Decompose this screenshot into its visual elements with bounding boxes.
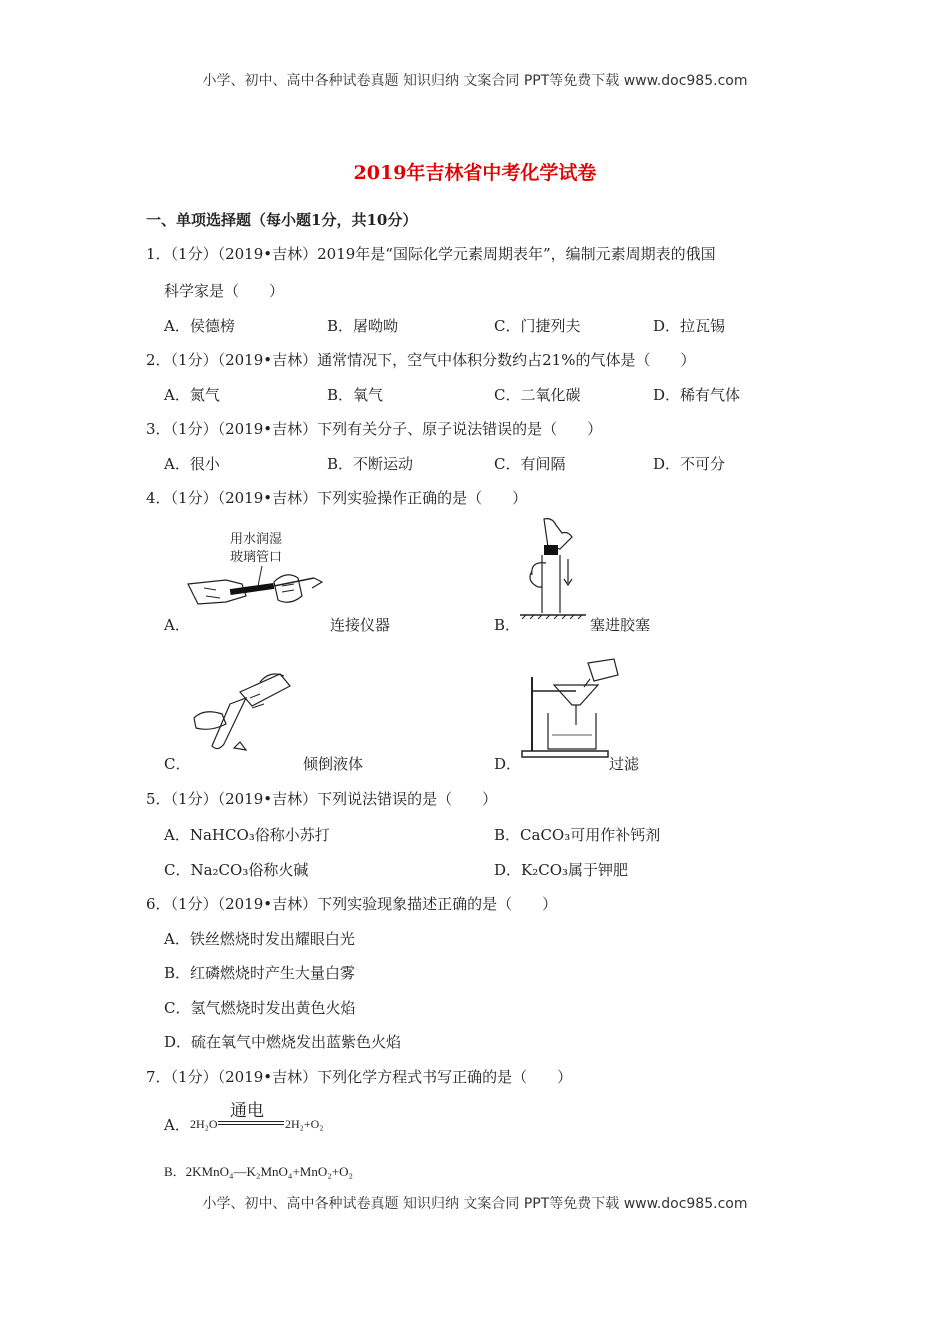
figure-label-line1: 用水润湿: [230, 532, 283, 547]
figure-filtration: [518, 655, 628, 759]
q7-a-products: 2H₂+O₂: [285, 1117, 324, 1131]
filtration-drawing: [518, 655, 628, 759]
q1-option-d: D．拉瓦锡: [653, 317, 726, 335]
section-heading: 一、单项选择题（每小题1分，共10分）: [146, 211, 418, 229]
question-5-stem: 5．（1分）（2019•吉林）下列说法错误的是（ ）: [146, 790, 498, 808]
q6-option-b: B．红磷燃烧时产生大量白雾: [164, 964, 356, 982]
pour-liquid-drawing: [190, 668, 300, 754]
q1-option-c: C．门捷列夫: [494, 317, 581, 335]
q4-option-a-letter: A．: [164, 616, 190, 634]
figure-pour-liquid: [190, 668, 300, 754]
q7-a-condition: 通电: [230, 1101, 264, 1121]
question-4-stem: 4．（1分）（2019•吉林）下列实验操作正确的是（ ）: [146, 489, 528, 507]
page-header: 小学、初中、高中各种试卷真题 知识归纳 文案合同 PPT等免费下载 www.doc985.com: [202, 73, 748, 89]
q7-option-b: B．2KMnO₄—K₂MnO₄+MnO₂+O₂: [164, 1164, 354, 1179]
q3-option-b: B．不断运动: [327, 455, 414, 473]
question-1-stem-cont: 科学家是（ ）: [164, 282, 285, 300]
q2-option-d: D．稀有气体: [653, 386, 741, 404]
q5-option-b: B．CaCO₃可用作补钙剂: [494, 826, 661, 844]
page-footer: 小学、初中、高中各种试卷真题 知识归纳 文案合同 PPT等免费下载 www.doc985.com: [202, 1196, 748, 1212]
question-1-stem: 1．（1分）（2019•吉林）2019年是“国际化学元素周期表年”，编制元素周期表的俄国: [146, 245, 716, 263]
q7-a-equals-sign: [218, 1121, 284, 1125]
q4-option-d-caption: 过滤: [609, 755, 640, 773]
q4-option-c-letter: C．: [164, 755, 191, 773]
q7-a-reactants: 2H₂O: [190, 1117, 218, 1131]
q3-option-c: C．有间隔: [494, 455, 566, 473]
q6-option-c: C．氢气燃烧时发出黄色火焰: [164, 999, 356, 1017]
question-7-stem: 7．（1分）（2019•吉林）下列化学方程式书写正确的是（ ）: [146, 1068, 573, 1086]
q4-option-b-letter: B．: [494, 616, 521, 634]
q3-option-a: A．很小: [164, 455, 220, 473]
q2-option-b: B．氧气: [327, 386, 384, 404]
page-title: 2019年吉林省中考化学试卷: [353, 162, 597, 184]
q5-option-c: C．Na₂CO₃俗称火碱: [164, 861, 309, 879]
q4-option-a-caption: 连接仪器: [330, 616, 391, 634]
q2-option-a: A．氮气: [164, 386, 220, 404]
q7-option-a-letter: A．: [164, 1116, 190, 1134]
q6-option-d: D．硫在氧气中燃烧发出蓝紫色火焰: [164, 1033, 402, 1051]
q1-option-b: B．屠呦呦: [327, 317, 399, 335]
insert-stopper-drawing: [518, 515, 588, 620]
figure-insert-stopper: [518, 515, 588, 620]
q1-option-a: A．侯德榜: [164, 317, 235, 335]
q2-option-c: C．二氧化碳: [494, 386, 581, 404]
question-3-stem: 3．（1分）（2019•吉林）下列有关分子、原子说法错误的是（ ）: [146, 420, 603, 438]
connect-apparatus-drawing: [186, 526, 336, 616]
q3-option-d: D．不可分: [653, 455, 726, 473]
q5-option-d: D．K₂CO₃属于钾肥: [494, 861, 629, 879]
q4-option-d-letter: D．: [494, 755, 522, 773]
question-6-stem: 6．（1分）（2019•吉林）下列实验现象描述正确的是（ ）: [146, 895, 558, 913]
q5-option-a: A．NaHCO₃俗称小苏打: [164, 826, 330, 844]
figure-label-line2: 玻璃管口: [230, 550, 283, 565]
q6-option-a: A．铁丝燃烧时发出耀眼白光: [164, 930, 355, 948]
question-2-stem: 2．（1分）（2019•吉林）通常情况下，空气中体积分数约占21%的气体是（ ）: [146, 351, 696, 369]
q4-option-b-caption: 塞进胶塞: [590, 616, 651, 634]
q4-option-c-caption: 倾倒液体: [303, 755, 364, 773]
figure-connect-apparatus: [186, 526, 336, 616]
